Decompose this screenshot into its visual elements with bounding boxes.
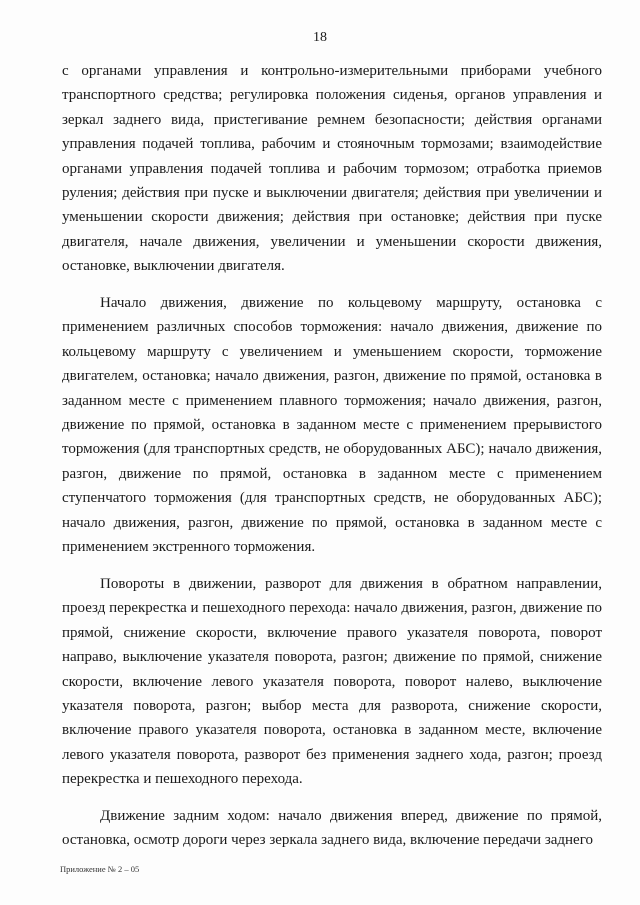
paragraph-reverse: Движение задним ходом: начало движения вперед, движение по прямой, остановка, осмотр дороги через зеркала заднего вида, включение передачи заднего (62, 807, 602, 849)
appendix-footer: Приложение № 2 – 05 (60, 864, 140, 874)
page-number: 18 (313, 30, 327, 45)
paragraph-braking: Начало движения, движение по кольцевому маршруту, остановка с применением различных способов торможения: начало движения, движение по кольцевому маршруту с увеличением и уменьшением скорости, торможение двигателем, остановка; начало движения, разгон, движение по прямой, остановка в заданном месте с применением плавного торможения; начало движения, разгон, движение по прямой, остановка в заданном месте с применением прерывистого торможения (для транспортных средств, не оборудованных АБС); начало движения, разгон, движение по прямой, остановка в заданном месте с применением ступенчатого торможения (для транспортных средств, не оборудованных АБС); начало движения, разгон, движение по прямой, остановка в заданном месте с применением экстренного торможения. (62, 295, 602, 556)
paragraph-controls-intro: с органами управления и контрольно-измерительными приборами учебного транспортного средства; регулировка положения сиденья, органов управления и зеркал заднего вида, пристегивание ремнем безопасности; действия органами управления подачей топлива, рабочим и стояночным тормозами; взаимодействие органами управления подачей топлива и рабочим тормозом; отработка приемов руления; действия при пуске и выключении двигателя; действия при увеличении и уменьшении скорости движения; действия при остановке; действия при пуске двигателя, начале движения, увеличении и уменьшении скорости движения, остановке, выключении двигателя. (62, 63, 602, 275)
document-body (62, 59, 602, 865)
paragraph-turns: Повороты в движении, разворот для движения в обратном направлении, проезд перекрестка и пешеходного перехода: начало движения, разгон, движение по прямой, снижение скорости, включение правого указателя поворота, поворот направо, выключение указателя поворота, разгон; движение по прямой, снижение скорости, включение левого указателя поворота, поворот налево, выключение указателя поворота, разгон; выбор места для разворота, снижение скорости, включение правого указателя поворота, остановка в заданном месте, включение левого указателя поворота, разворот без применения заднего хода, разгон; проезд перекрестка и пешеходного перехода. (62, 575, 602, 788)
